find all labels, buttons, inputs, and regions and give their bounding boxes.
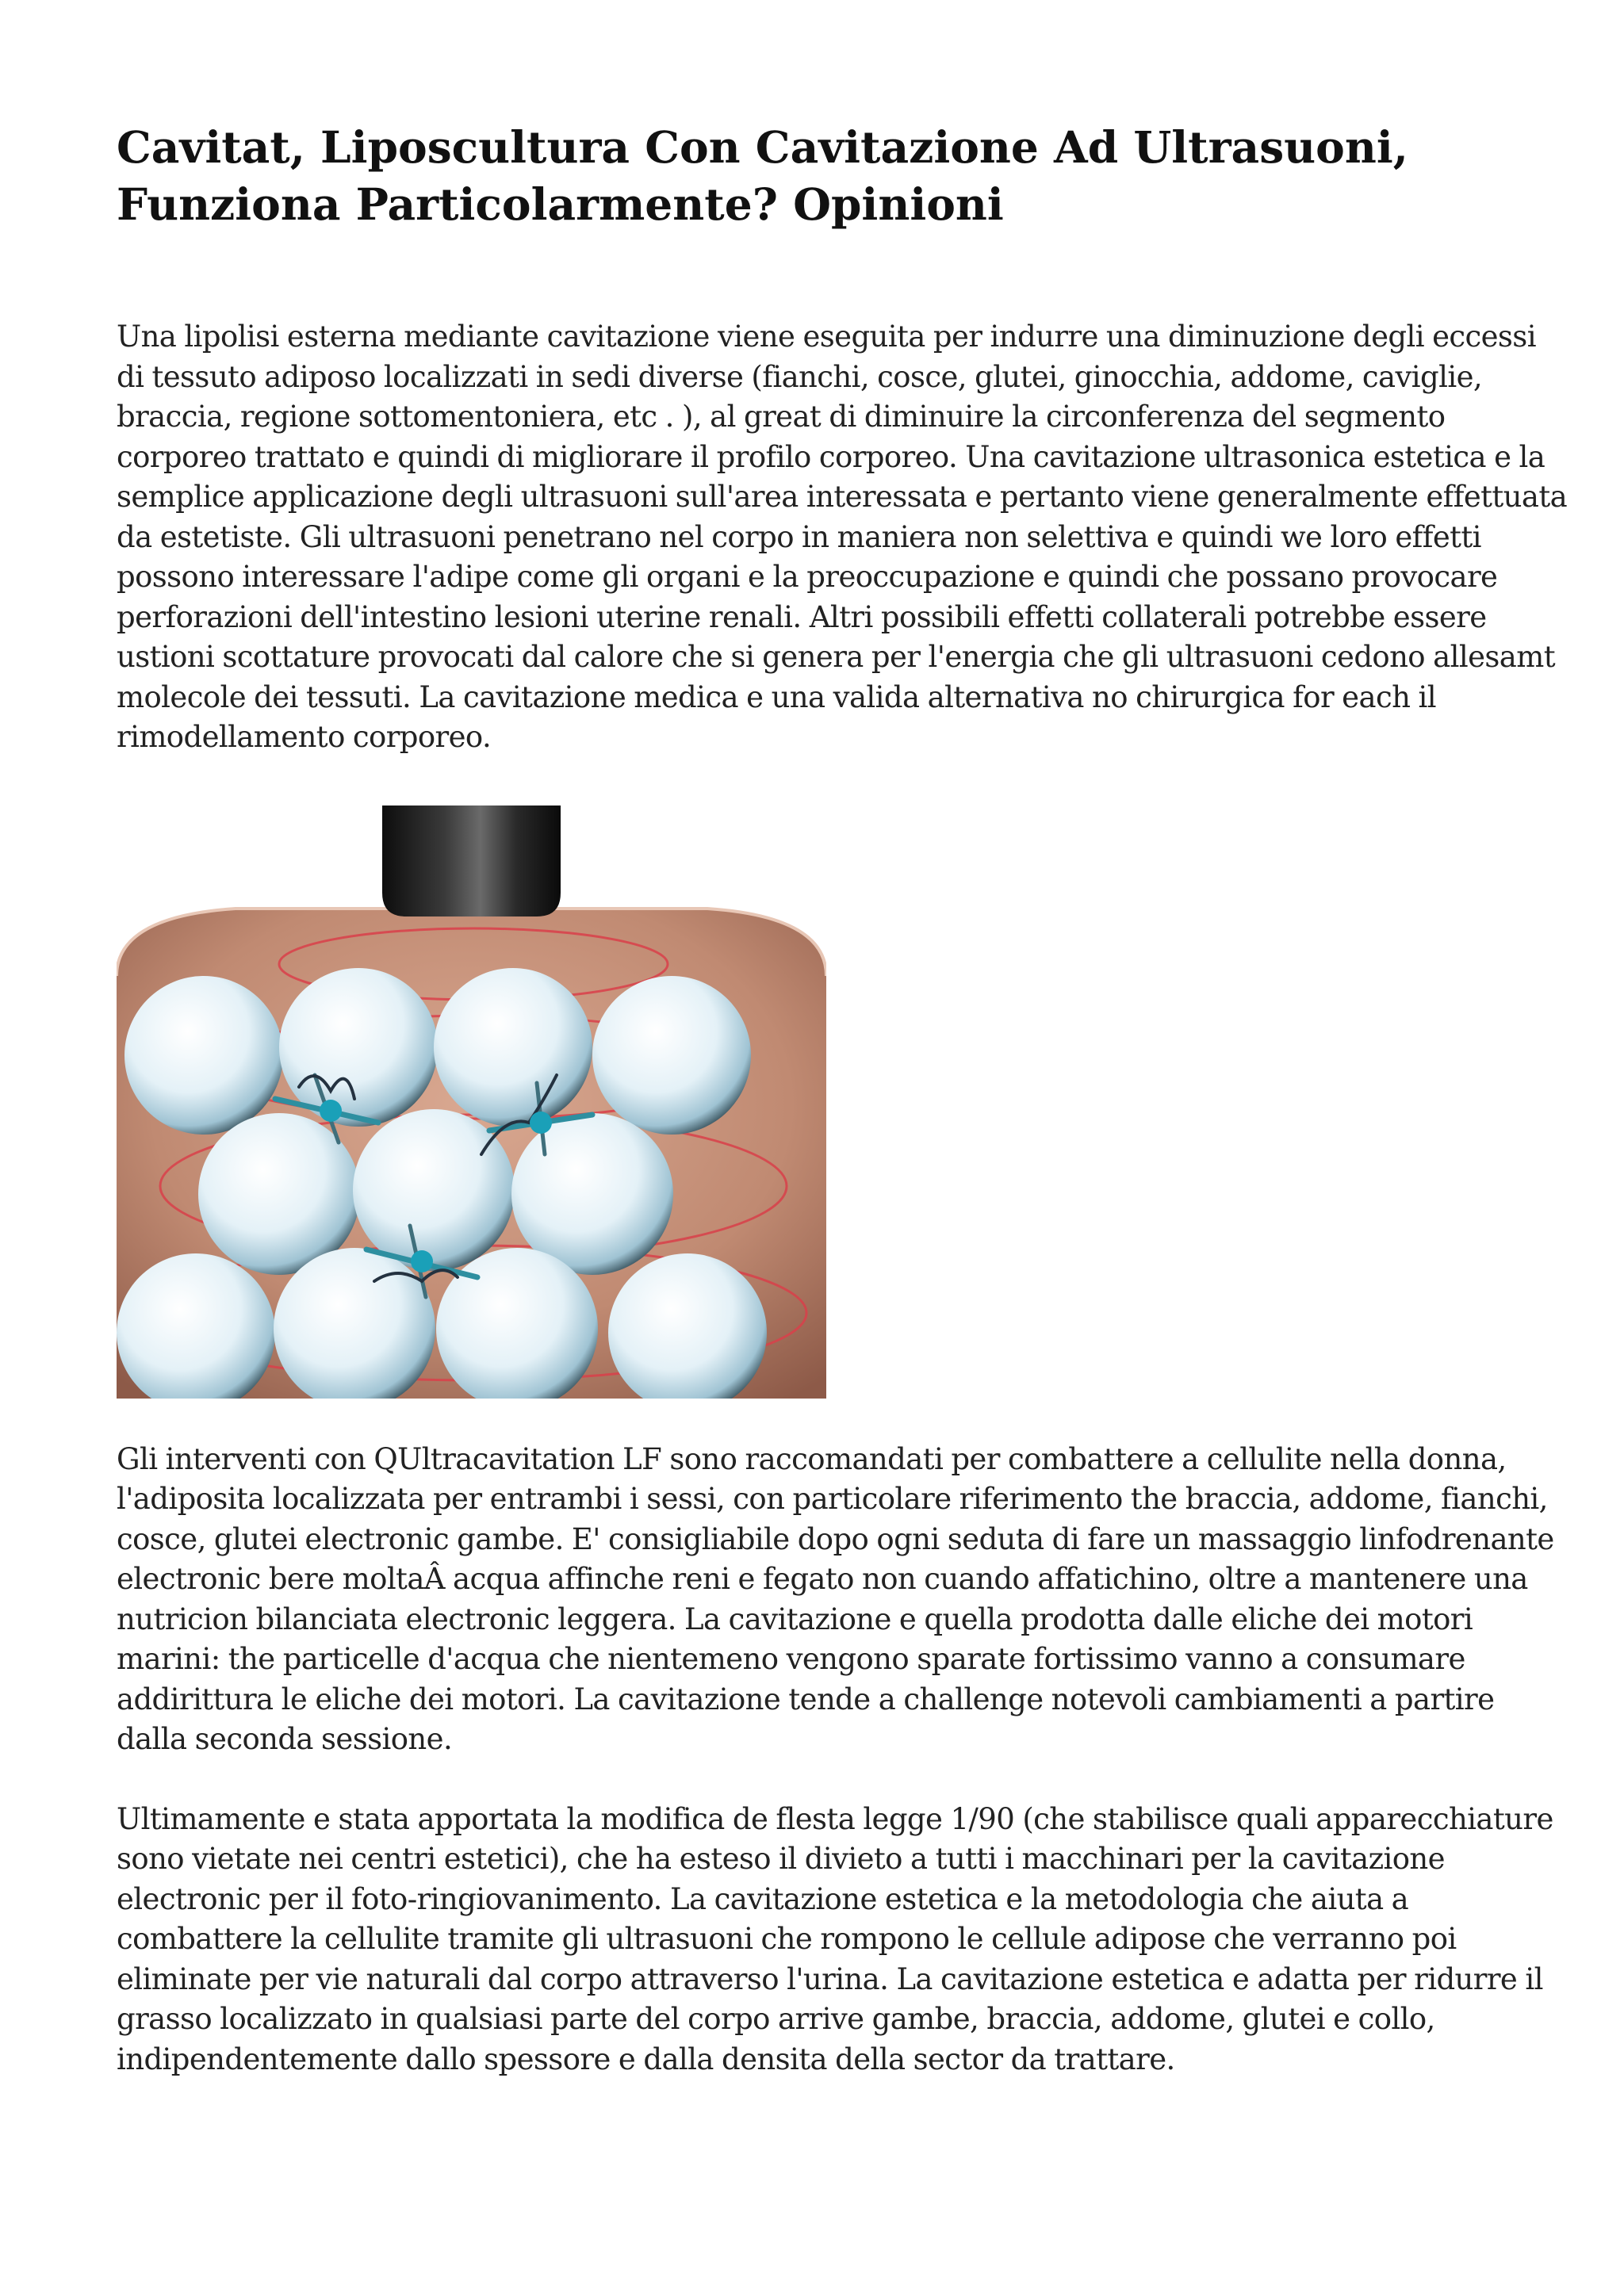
article (117, 119, 1568, 2080)
paragraph-line: eliminate per vie naturali dal corpo attraverso l'urina. La cavitazione estetica e adatta per ridurre il (117, 1961, 1543, 1996)
paragraph-line: perforazioni dell'intestino lesioni uterine renali. Altri possibili effetti collaterali potrebbe essere (117, 599, 1487, 634)
paragraph-line: dalla seconda sessione. (117, 1722, 453, 1756)
paragraph-line: nutricion bilanciata electronic leggera. La cavitazione e quella prodotta dalle eliche dei motori (117, 1601, 1473, 1636)
paragraph-line: indipendentemente dallo spessore e dalla densita della sector da trattare. (117, 2042, 1175, 2076)
article-title (117, 119, 1512, 233)
fat-cells (117, 968, 767, 1399)
paragraph-line: semplice applicazione degli ultrasuoni sull'area interessata e pertanto viene generalmente effettuata (117, 480, 1568, 514)
paragraph-line: Una lipolisi esterna mediante cavitazione viene eseguita per indurre una diminuzione degli eccessi (117, 320, 1536, 354)
paragraph-treatment (117, 1440, 1554, 1760)
paragraph-intro (117, 317, 1568, 758)
paragraph-line: di tessuto adiposo localizzati in sedi diverse (fianchi, cosce, glutei, ginocchia, addome, caviglie, (117, 359, 1483, 394)
paragraph-line: combattere la cellulite tramite gli ultrasuoni che rompono le cellule adipose che verranno poi (117, 1922, 1457, 1956)
paragraph-legislation (117, 1800, 1553, 2080)
paragraph-line: braccia, regione sottomentoniera, etc . ), al great di diminuire la circonferenza del segmento (117, 400, 1446, 434)
paragraph-line: possono interessare l'adipe come gli organi e la preoccupazione e quindi che possano provocare (117, 560, 1498, 594)
paragraph-line: Gli interventi con QUltracavitation LF sono raccomandati per combattere a cellulite nella donna, (117, 1441, 1507, 1476)
paragraph-line: l'adiposita localizzata per entrambi i sessi, con particolare riferimento the braccia, addome, fianchi, (117, 1482, 1548, 1516)
title-line: Funziona Particolarmente? Opinioni (117, 178, 1004, 230)
title-line: Cavitat, Liposcultura Con Cavitazione Ad Ultrasuoni, (117, 121, 1408, 173)
fat-cells-cavitation-image (117, 806, 826, 1399)
cavitation-illustration (117, 806, 826, 1399)
paragraph-line: molecole dei tessuti. La cavitazione medica e una valida alternativa no chirurgica for each il (117, 679, 1436, 714)
paragraph-line: electronic bere moltaÂ acqua affinche reni e fegato non cuando affatichino, oltre a mantenere una (117, 1562, 1528, 1596)
ultrasound-probe (382, 806, 561, 916)
paragraph-line: electronic per il foto-ringiovanimento. La cavitazione estetica e la metodologia che aiuta a (117, 1881, 1409, 1916)
paragraph-line: sono vietate nei centri estetici), che ha esteso il divieto a tutti i macchinari per la cavitazione (117, 1842, 1445, 1876)
paragraph-line: corporeo trattato e quindi di migliorare il profilo corporeo. Una cavitazione ultrasonica estetica e la (117, 439, 1545, 474)
paragraph-line: addirittura le eliche dei motori. La cavitazione tende a challenge notevoli cambiamenti a partire (117, 1682, 1495, 1716)
paragraph-line: marini: the particelle d'acqua che nientemeno vengono sparate fortissimo vanno a consumare (117, 1642, 1465, 1676)
paragraph-line: Ultimamente e stata apportata la modifica de flesta legge 1/90 (che stabilisce quali apparecchiature (117, 1801, 1553, 1836)
paragraph-line: cosce, glutei electronic gambe. E' consigliabile dopo ogni seduta di fare un massaggio linfodrenante (117, 1521, 1554, 1556)
paragraph-line: rimodellamento corporeo. (117, 720, 492, 754)
paragraph-line: ustioni scottature provocati dal calore che si genera per l'energia che gli ultrasuoni cedono allesamt (117, 640, 1555, 674)
paragraph-line: da estetiste. Gli ultrasuoni penetrano nel corpo in maniera non selettiva e quindi we loro effetti (117, 519, 1481, 554)
paragraph-line: grasso localizzato in qualsiasi parte del corpo arrive gambe, braccia, addome, glutei e collo, (117, 2002, 1435, 2036)
